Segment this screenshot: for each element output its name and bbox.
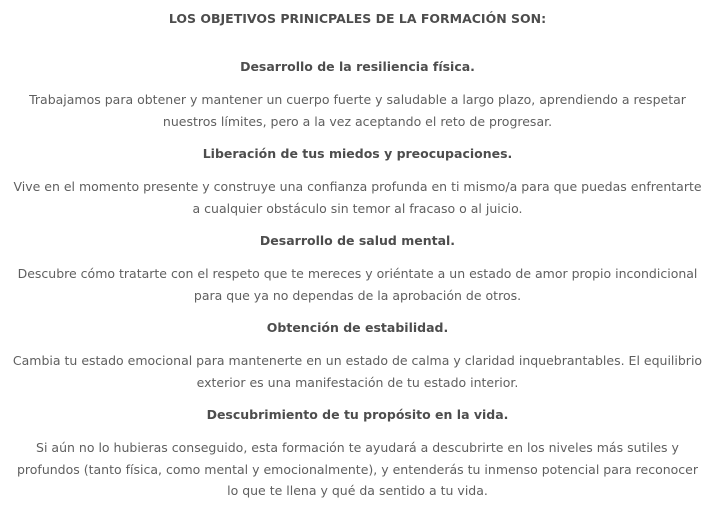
page-heading: LOS OBJETIVOS PRINICPALES DE LA FORMACIÓN SON: [168,11,547,26]
objective-description: Vive en el momento presente y construye una confianza profunda en ti mismo/a para que puedas enfrentarte a cualquier obstáculo sin temor al fracaso o al juicio. [13,179,702,216]
objective-title: Desarrollo de salud mental. [259,233,456,248]
objective-title: Obtención de estabilidad. [266,320,449,335]
objective-description: Trabajamos para obtener y mantener un cuerpo fuerte y saludable a largo plazo, aprendiendo a respetar nuestros límites, pero a la vez aceptando el reto de progresar. [29,92,686,129]
objective-description: Si aún no lo hubieras conseguido, esta formación te ayudará a descubrirte en los niveles más sutiles y profundos (tanto física, como mental y emocionalmente), y entenderás tu inmenso potencial para reconocer lo que te llena y qué da sentido a tu vida. [16,440,699,498]
objective-title: Desarrollo de la resiliencia física. [240,59,475,74]
objective-purpose [12,406,703,502]
objective-mental-health [12,232,703,306]
objective-description: Cambia tu estado emocional para mantenerte en un estado de calma y claridad inquebrantables. El equilibrio exterior es una manifestación de tu estado interior. [12,353,703,390]
objective-resilience [12,58,703,132]
objective-title: Liberación de tus miedos y preocupaciones. [202,146,513,161]
objective-fears [12,145,703,219]
objective-title: Descubrimiento de tu propósito en la vida. [206,407,509,422]
objective-description: Descubre cómo tratarte con el respeto que te mereces y oriéntate a un estado de amor propio incondicional para que ya no dependas de la aprobación de otros. [17,266,698,303]
objective-stability [12,319,703,393]
